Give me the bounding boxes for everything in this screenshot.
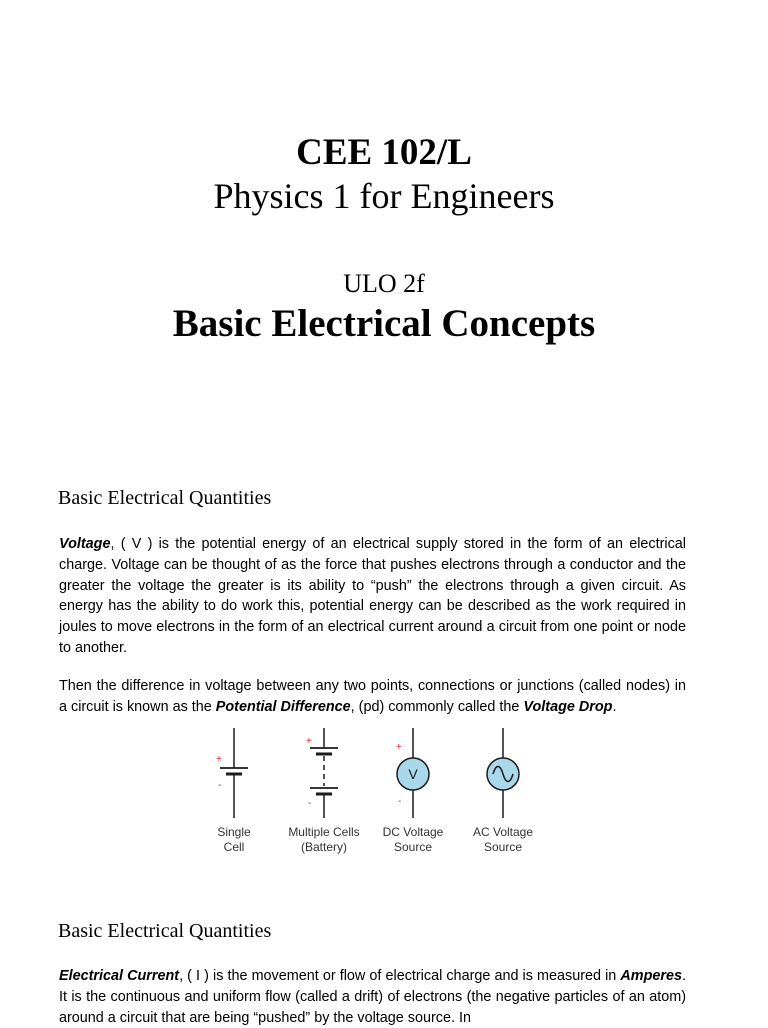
multiple-cells-symbol — [306, 728, 338, 818]
topic-title: Basic Electrical Concepts — [172, 302, 596, 345]
term-voltage-drop: Voltage Drop — [523, 698, 613, 715]
caption-ac-1: AC Voltage — [472, 825, 534, 839]
pd-text-c: . — [612, 698, 617, 715]
single-cell-symbol — [216, 728, 248, 818]
caption-battery-2: (Battery) — [300, 840, 348, 854]
caption-single-cell-1: Single — [217, 825, 251, 839]
dc-voltage-source-symbol — [396, 728, 429, 818]
ac-voltage-source-symbol — [487, 728, 519, 818]
voltage-paragraph-text: , ( V ) is the potential energy of an electrical supply stored in the form of an electrical charge. Voltage can be thought of as the force that pushes electrons through a conductor and the greater the voltage the greater is its ability to “push” the electrons through a given circuit. As energy has the ability to do work this, potential energy can be described as the work required in joules to move electrons in the form of an electrical current around a circuit from one point or node to another. — [59, 536, 686, 656]
section-heading-1: Basic Electrical Quantities — [58, 487, 272, 509]
single-cell-minus: - — [218, 780, 222, 791]
current-text-b: . It is the continuous and uniform flow (called a drift) of electrons (the negative particles of an atom) around a circuit that are being “pushed” by the voltage source. In — [59, 968, 686, 1026]
caption-single-cell-2: Cell — [223, 840, 245, 854]
caption-ac-2: Source — [483, 840, 523, 854]
term-voltage: Voltage — [59, 536, 111, 552]
term-amperes: Amperes — [620, 968, 682, 984]
battery-plus: + — [306, 736, 312, 747]
pd-text-b: , (pd) commonly called the — [350, 698, 524, 715]
course-title: Physics 1 for Engineers — [213, 176, 555, 216]
potential-difference-paragraph — [59, 676, 686, 718]
battery-minus: - — [308, 798, 312, 809]
term-potential-difference: Potential Difference — [215, 698, 351, 715]
pd-text-a: Then the difference in voltage between any two points, connections or junctions (called nodes) in a circuit is known as the — [59, 678, 686, 715]
term-electrical-current: Electrical Current — [59, 968, 180, 984]
caption-battery-1: Multiple Cells — [288, 825, 360, 839]
current-text-a: , ( I ) is the movement or flow of electrical charge and is measured in — [179, 968, 621, 984]
single-cell-plus: + — [216, 754, 222, 765]
caption-dc-1: DC Voltage — [382, 825, 444, 839]
dc-v-letter: V — [408, 766, 418, 782]
current-paragraph — [59, 966, 686, 1028]
dc-plus: + — [396, 742, 402, 753]
voltage-paragraph — [59, 534, 686, 659]
dc-minus: - — [398, 796, 402, 807]
course-code: CEE 102/L — [296, 132, 472, 173]
voltage-source-symbols — [200, 726, 560, 858]
caption-dc-2: Source — [393, 840, 433, 854]
ulo-label: ULO 2f — [343, 269, 425, 298]
section-heading-2: Basic Electrical Quantities — [58, 920, 272, 942]
